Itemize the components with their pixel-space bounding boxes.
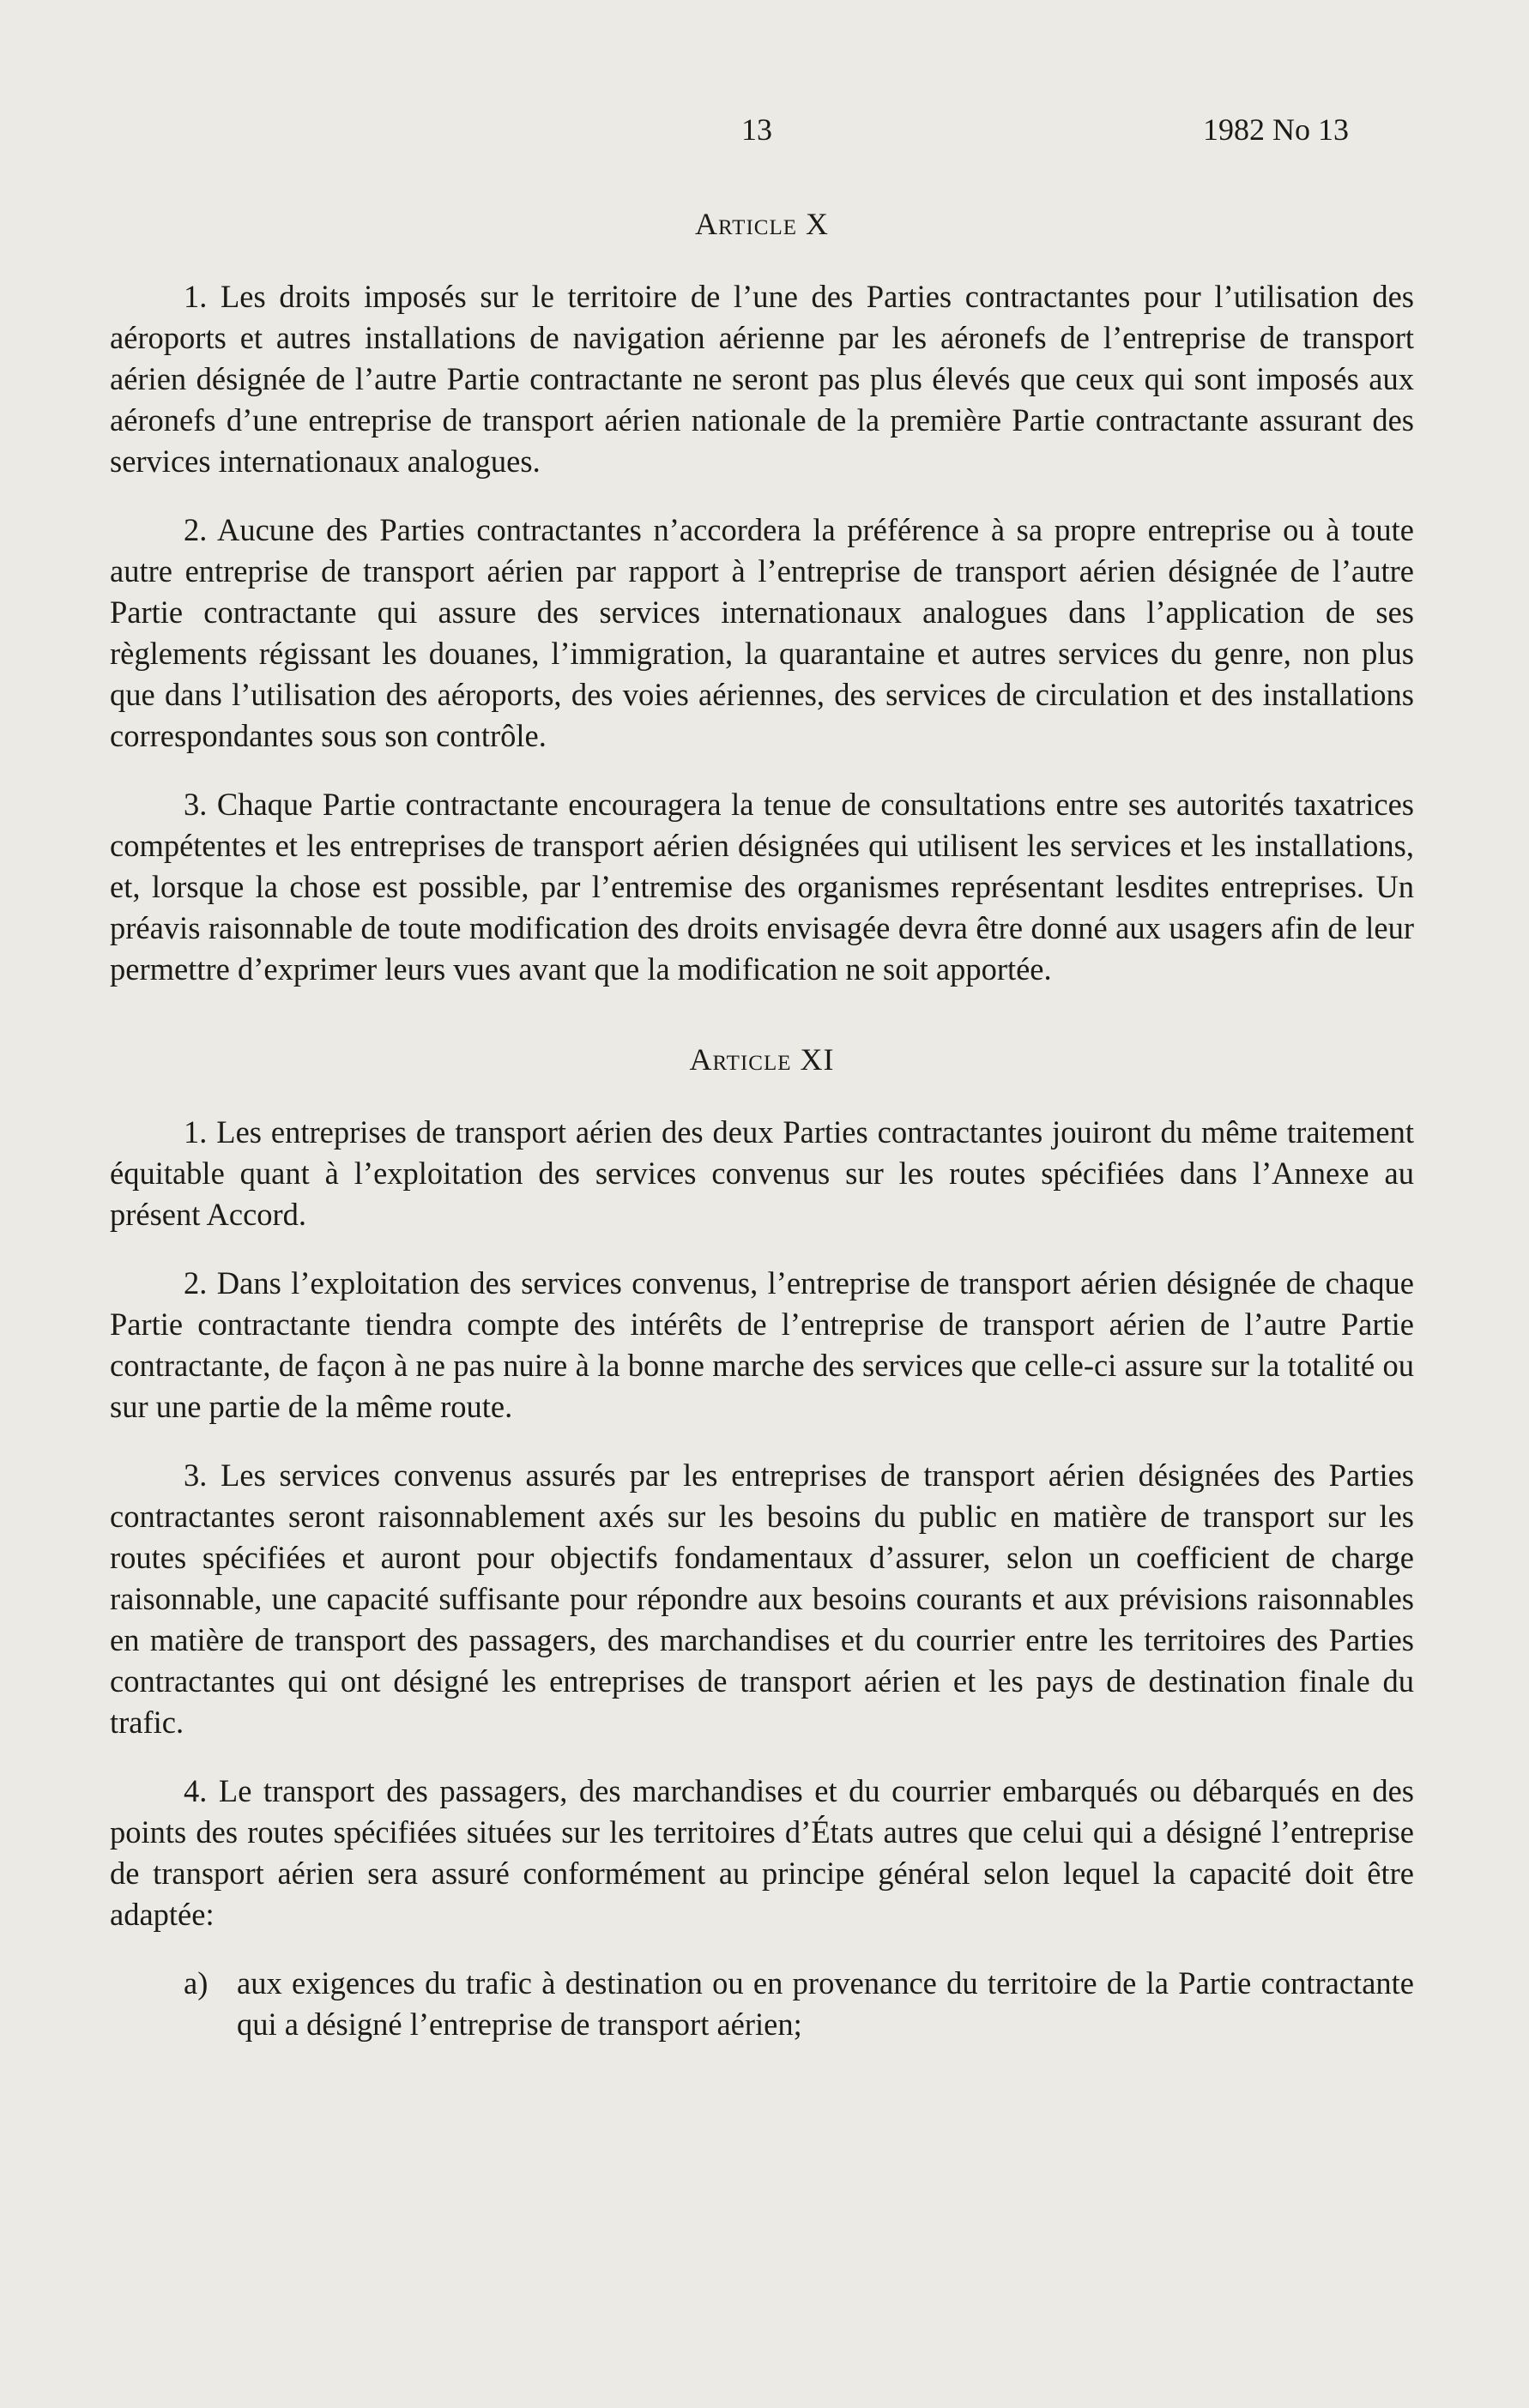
document-body	[110, 206, 1414, 2045]
article-xi-paragraph-4: 4. Le transport des passagers, des marchandises et du courrier embarqués ou débarqués en des points des routes spécifiées situées sur les territoires d’États autres que celui qui a désigné l’entreprise de transport aérien sera assuré conformément au principe général selon lequel la capacité doit être adaptée:	[110, 1773, 1414, 1932]
article-xi-paragraph-3: 3. Les services convenus assurés par les entreprises de transport aérien désignées des Parties contractantes seront raisonnablement axés sur les besoins du public en matière de transport sur les routes spécifiées et auront pour objectifs fondamentaux d’assurer, selon un coefficient de charge raisonnable, une capacité suffisante pour répondre aux besoins courants et aux prévisions raisonnables en matière de transport des passagers, des marchandises et du courrier entre les territoires des Parties contractantes qui ont désigné les entreprises de transport aérien et les pays de destination finale du trafic.	[110, 1457, 1414, 1740]
page-number: 13	[741, 112, 772, 147]
article-x-heading: Article X	[695, 207, 829, 241]
list-item	[184, 1963, 1414, 2045]
article-xi-paragraph-2: 2. Dans l’exploitation des services convenus, l’entreprise de transport aérien désignée de chaque Partie contractante tiendra compte des intérêts de l’entreprise de transport aérien de l’autre Partie contractante, de façon à ne pas nuire à la bonne marche des services que celle-ci assure sur la totalité ou sur une partie de la même route.	[110, 1265, 1414, 1424]
article-x-paragraph-3: 3. Chaque Partie contractante encouragera la tenue de consultations entre ses autorités taxatrices compétentes et les entreprises de transport aérien désignées qui utilisent les services et les installations, et, lorsque la chose est possible, par l’entremise des organismes représentant lesdites entreprises. Un préavis raisonnable de toute modification des droits envisagée devra être donné aux usagers afin de leur permettre d’exprimer leurs vues avant que la modification ne soit apportée.	[110, 787, 1414, 987]
article-x-paragraph-1: 1. Les droits imposés sur le territoire de l’une des Parties contractantes pour l’utilisation des aéroports et autres installations de navigation aérienne par les aéronefs de l’entreprise de transport aérien désignée de l’autre Partie contractante ne seront pas plus élevés que ceux qui sont imposés aux aéronefs d’une entreprise de transport aérien nationale de la première Partie contractante assurant des services internationaux analogues.	[110, 279, 1414, 479]
article-xi-paragraph-1: 1. Les entreprises de transport aérien des deux Parties contractantes jouiront du même traitement équitable quant à l’exploitation des services convenus sur les routes spécifiées dans l’Annexe au présent Accord.	[110, 1114, 1414, 1232]
series-reference: 1982 No 13	[1203, 112, 1349, 147]
article-x-paragraph-2: 2. Aucune des Parties contractantes n’accordera la préférence à sa propre entreprise ou à toute autre entreprise de transport aérien par rapport à l’entreprise de transport aérien désignée de l’autre Partie contractante qui assure des services internationaux analogues dans l’application de ses règlements régissant les douanes, l’immigration, la quarantaine et autres services du genre, non plus que dans l’utilisation des aéroports, des voies aériennes, des services de circulation et des installations correspondantes sous son contrôle.	[110, 512, 1414, 753]
list-item-marker: a)	[184, 1965, 208, 2001]
list-item-text: aux exigences du trafic à destination ou en provenance du territoire de la Partie contractante qui a désigné l’entreprise de transport aérien;	[237, 1965, 1414, 2042]
article-xi-heading: Article XI	[689, 1042, 835, 1077]
